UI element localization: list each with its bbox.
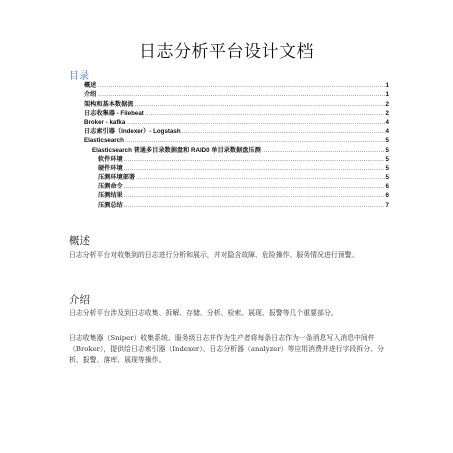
toc-entry-page-number: 1 [385, 91, 389, 99]
toc-entry[interactable] [84, 98, 389, 107]
toc-entry[interactable] [84, 154, 389, 163]
toc-leader-dots [97, 82, 384, 89]
toc-leader-dots [135, 101, 385, 108]
toc-entry-page-number: 5 [385, 146, 389, 154]
toc-entry-page-number: 6 [385, 192, 389, 200]
toc-entry-text: 日志收集器 - Filebeat [84, 109, 144, 117]
toc-entry-page-number: 5 [385, 137, 389, 145]
toc-entry-page-number: 4 [385, 128, 389, 136]
toc-leader-dots [182, 128, 385, 135]
toc-entry[interactable] [84, 80, 389, 89]
toc-entry-text: 压测总结 [98, 201, 123, 209]
toc-entry-text: Broker - kafka [84, 118, 126, 126]
toc-leader-dots [124, 156, 385, 163]
toc-entry[interactable] [84, 144, 389, 153]
table-of-contents [84, 80, 389, 209]
toc-entry-page-number: 5 [385, 164, 389, 172]
toc-entry[interactable] [84, 117, 389, 126]
toc-leader-dots [126, 119, 384, 126]
toc-leader-dots [136, 174, 384, 181]
toc-entry-page-number: 5 [385, 174, 389, 182]
section-title-overview: 概述 [69, 235, 90, 247]
toc-entry-page-number: 5 [385, 155, 389, 163]
intro-paragraph-2: 日志收集器（Sniper）收集系统、服务级日志并作为生产者将每条日志作为一条消息写入消息中间件（Broker），提供给日志索引器（Indexer）、日志分析器（analyzer）等应用消费并进行字段拆分、分析、报警、落库、展现等操作。 [69, 334, 384, 364]
toc-entry-text: 压测环境部署 [98, 174, 136, 182]
toc-entry[interactable] [84, 126, 389, 135]
toc-entry[interactable] [84, 135, 389, 144]
toc-entry-page-number: 4 [385, 118, 389, 126]
toc-entry-text: 架构和基本数据流 [84, 100, 134, 108]
section-title-intro: 介绍 [69, 294, 90, 306]
toc-entry-text: 压测命令 [98, 183, 123, 191]
document-title: 日志分析平台设计文档 [139, 42, 314, 62]
toc-entry-page-number: 2 [385, 100, 389, 108]
overview-paragraph: 日志分析平台对收集到的日志进行分析和展示，并对隐含故障、危险操作、服务情况进行预警。 [69, 251, 359, 259]
toc-entry-page-number: 1 [385, 82, 389, 90]
intro-paragraph-1: 日志分析平台涉及到日志收集、拆解、存储、分析、检索、展现、报警等几个重要部分。 [69, 309, 338, 317]
toc-entry-page-number: 2 [385, 109, 389, 117]
toc-entry-text: 概述 [84, 82, 97, 90]
toc-entry-text: 压测结果 [98, 192, 123, 200]
toc-entry[interactable] [84, 163, 389, 172]
toc-entry[interactable] [84, 199, 389, 208]
toc-entry-text: Elasticsearch 普通多目录数据盘和 RAID0 单目录数据盘压测 [92, 146, 261, 154]
toc-leader-dots [124, 183, 385, 190]
toc-entry-page-number: 6 [385, 183, 389, 191]
toc-entry-page-number: 7 [385, 201, 389, 209]
toc-entry[interactable] [84, 190, 389, 199]
toc-entry[interactable] [84, 89, 389, 98]
toc-entry-text: 日志索引器（Indexer）- Logstash [84, 128, 181, 136]
toc-leader-dots [145, 110, 385, 117]
toc-leader-dots [124, 192, 385, 199]
toc-entry[interactable] [84, 108, 389, 117]
toc-entry-text: Elasticsearch [84, 137, 124, 145]
toc-entry[interactable] [84, 172, 389, 181]
toc-leader-dots [262, 147, 385, 154]
toc-leader-dots [97, 91, 384, 98]
toc-entry-text: 硬件环境 [98, 164, 123, 172]
toc-entry-text: 介绍 [84, 91, 97, 99]
toc-leader-dots [125, 137, 385, 144]
toc-entry-text: 软件环境 [98, 155, 123, 163]
toc-entry[interactable] [84, 181, 389, 190]
toc-leader-dots [124, 202, 385, 209]
toc-leader-dots [124, 165, 385, 172]
toc-heading: 目录 [69, 71, 89, 82]
